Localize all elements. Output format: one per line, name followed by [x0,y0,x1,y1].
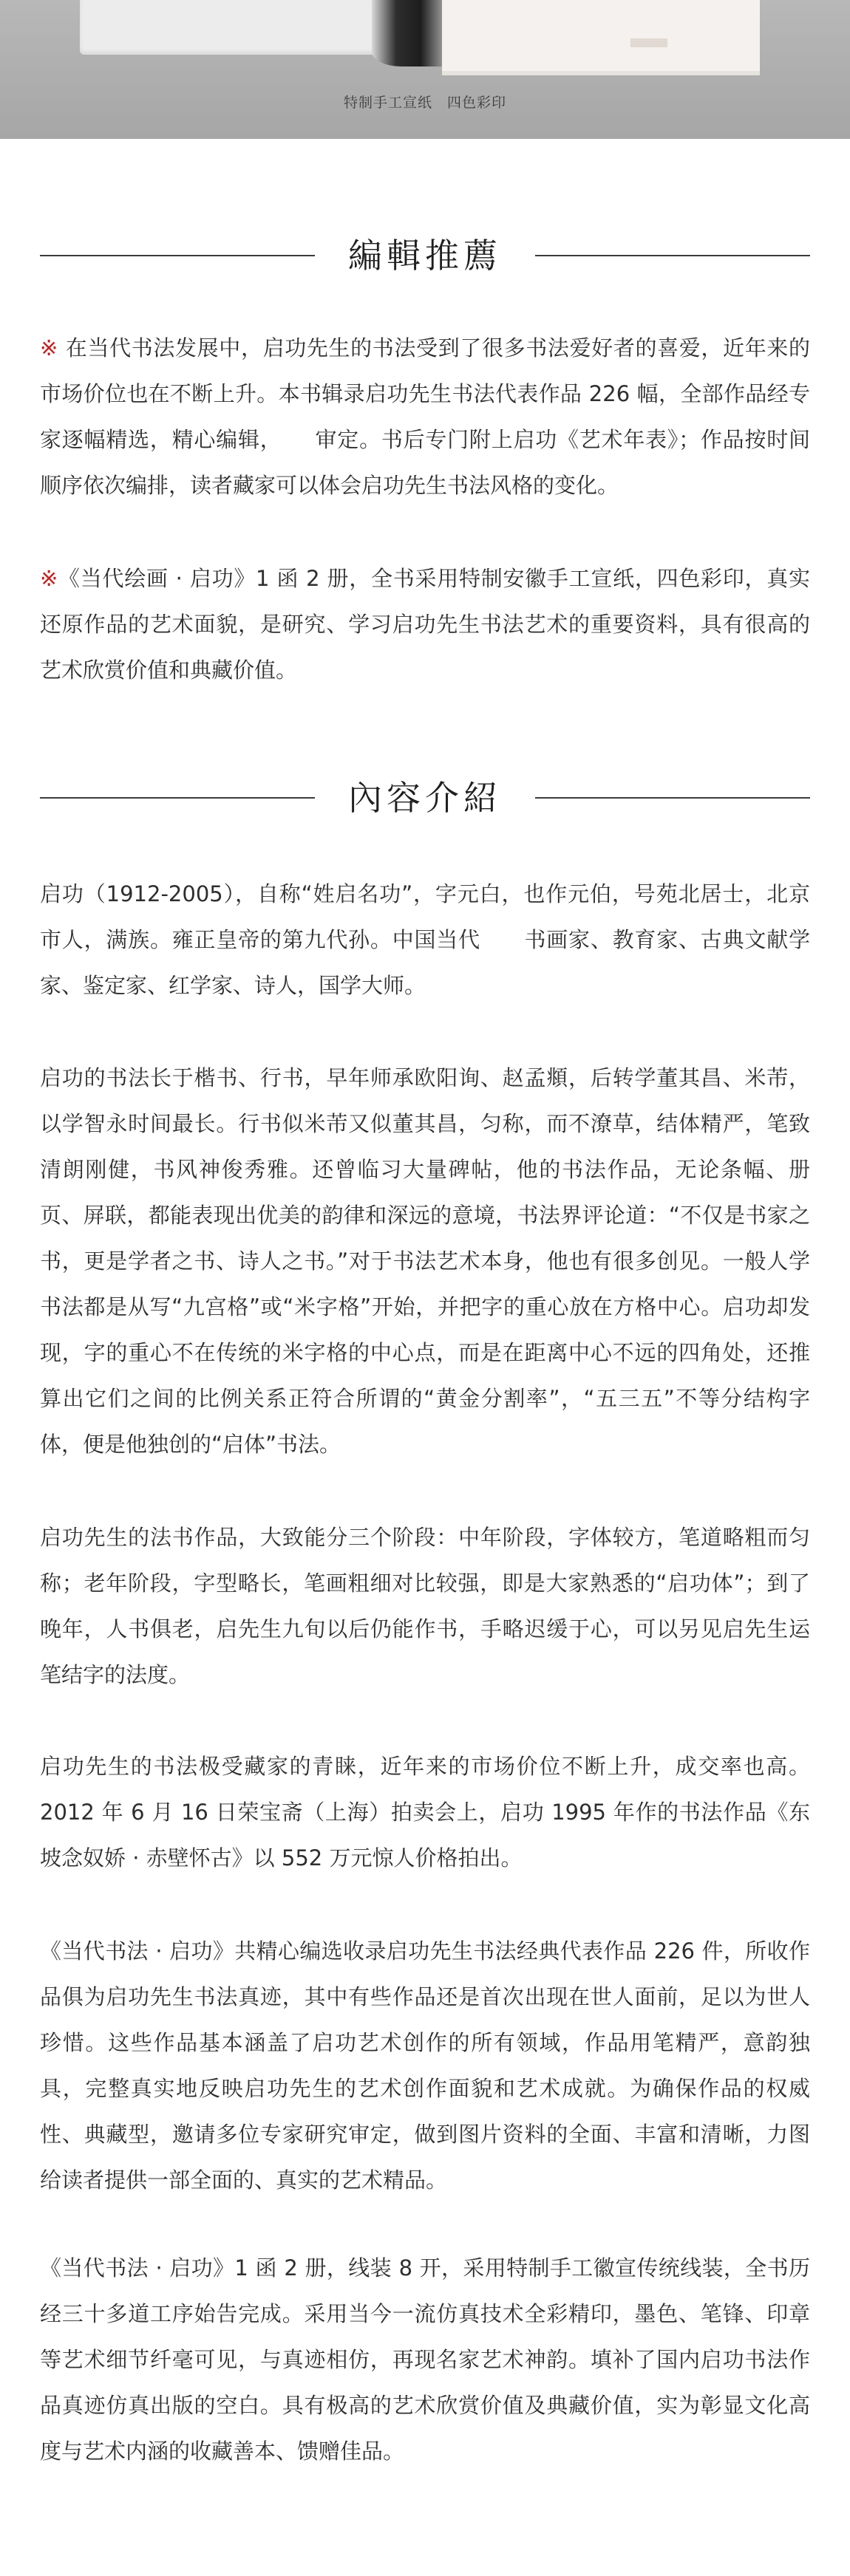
intro-paragraph-4: 启功先生的书法极受藏家的青睐，近年来的市场价位不断上升，成交率也高。2012 年 6 月 16 日荣宝斋（上海）拍卖会上，启功 1995 年作的书法作品《东坡念奴娇 · 赤壁怀古》以 552 万元惊人价格拍出。 [40,1754,810,1870]
recommend-paragraph-1 [40,325,810,508]
intro-title: 內容介紹 [348,778,502,818]
banner-caption: 特制手工宣纸 四色彩印 [343,95,506,111]
intro-paragraph-3: 启功先生的法书作品，大致能分三个阶段：中年阶段，字体较方，笔道略粗而匀称；老年阶段，字型略长，笔画粗细对比较强，即是大家熟悉的“启功体”；到了晚年，人书俱老，启先生九旬以后仍能作书，手略迟缓于心，可以另见启先生运笔结字的法度。 [40,1525,810,1687]
reference-mark-icon: ※ [40,335,58,361]
recommend-title: 編輯推薦 [348,236,502,276]
book-spine [372,0,453,66]
book-seal-mark [630,38,667,47]
reference-mark-icon: ※ [40,566,59,591]
intro-paragraph-6: 《当代书法 · 启功》1 函 2 册，线装 8 开，采用特制手工徽宣传统线装，全书历经三十多道工序始告完成。采用当今一流仿真技术全彩精印，墨色、笔锋、印章等艺术细节纤毫可见，与真迹相仿，再现名家艺术神韵。填补了国内启功书法作品真迹仿真出版的空白。具有极高的艺术欣赏价值及典藏价值，实为彰显文化高度与艺术内涵的收藏善本、馈赠佳品。 [40,2255,810,2464]
intro-paragraph-1: 启功（1912-2005），自称“姓启名功”，字元白，也作元伯，号苑北居士，北京市人，满族。雍正皇帝的第九代孙。中国当代 书画家、教育家、古典文献学家、鉴定家、红学家、诗人，国学大师。 [40,881,810,998]
book-cover-right [442,0,760,75]
recommend-paragraph-text: 在当代书法发展中，启功先生的书法受到了很多书法爱好者的喜爱，近年来的市场价位也在不断上升。本书辑录启功先生书法代表作品 226 幅，全部作品经专家逐幅精选，精心编辑， 审定。书后专门附上启功《艺术年表》；作品按时间顺序依次编排，读者藏家可以体会启功先生书法风格的变化。 [40,335,810,498]
book-cover-left [80,0,375,55]
recommend-heading [40,233,810,278]
heading-rule-right [535,797,810,799]
intro-paragraph-2: 启功的书法长于楷书、行书，早年师承欧阳询、赵孟頫，后转学董其昌、米芾，以学智永时间最长。行书似米芾又似董其昌，匀称，而不潦草，结体精严，笔致清朗刚健，书风神俊秀雅。还曾临习大量碑帖，他的书法作品，无论条幅、册页、屏联，都能表现出优美的韵律和深远的意境，书法界评论道：“不仅是书家之书，更是学者之书、诗人之书。”对于书法艺术本身，他也有很多创见。一般人学书法都是从写“九宫格”或“米字格”开始，并把字的重心放在方格中心。启功却发现，字的重心不在传统的米字格的中心点，而是在距离中心不远的四角处，还推算出它们之间的比例关系正符合所谓的“黄金分割率”，“五三五”不等分结构字体，便是他独创的“启体”书法。 [40,1065,810,1457]
recommend-paragraph-text: 《当代绘画 · 启功》1 函 2 册，全书采用特制安徽手工宣纸，四色彩印，真实还原作品的艺术面貌，是研究、学习启功先生书法艺术的重要资料，具有很高的艺术欣赏价值和典藏价值。 [40,566,810,683]
intro-paragraph-5: 《当代书法 · 启功》共精心编选收录启功先生书法经典代表作品 226 件，所收作品俱为启功先生书法真迹，其中有些作品还是首次出现在世人面前，足以为世人珍惜。这些作品基本涵盖了启功艺术创作的所有领域，作品用笔精严，意韵独具，完整真实地反映启功先生的艺术创作面貌和艺术成就。为确保作品的权威性、典藏型，邀请多位专家研究审定，做到图片资料的全面、丰富和清晰，力图给读者提供一部全面的、真实的艺术精品。 [40,1938,810,2193]
heading-rule-right [535,255,810,256]
recommend-paragraph-2 [40,556,810,693]
intro-heading [40,776,810,820]
book-photo [80,0,767,72]
top-banner [0,0,850,139]
